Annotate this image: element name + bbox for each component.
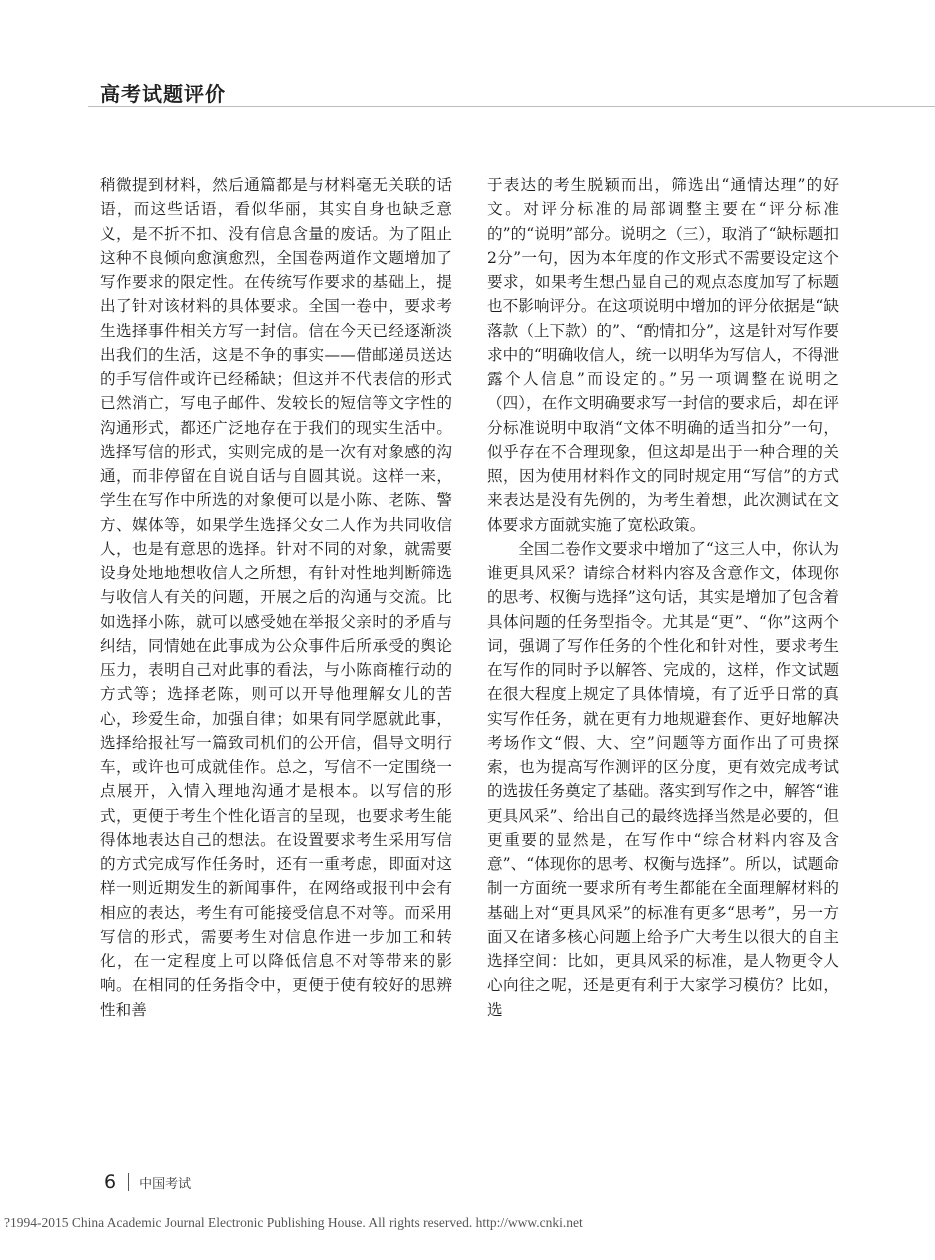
paragraph-right-2: 全国二卷作文要求中增加了“这三人中，你认为谁更具风采？请综合材料内容及含意作文，体现你的思考、权衡与选择”这句话，其实是增加了包含着具体问题的任务型指令。尤其是“更”、“你”这两个词，强调了写作任务的个性化和针对性，要求考生在写作的同时予以解答、完成的，这样，作文试题在很大程度上规定了具体情境，有了近乎日常的真实写作任务，就在更有力地规避套作、更好地解决考场作文“假、大、空”问题等方面作出了可贵探索，也为提高写作测评的区分度，更有效完成考试的选拔任务奠定了基础。落实到写作之中，解答“谁更具风采”、给出自己的最终选择当然是必要的，但更重要的显然是，在写作中“综合材料内容及含意”、“体现你的思考、权衡与选择”。所以，试题命制一方面统一要求所有考生都能在全面理解材料的基础上对“更具风采”的标准有更多“思考”，另一方面又在诸多核心问题上给予广大考生以很大的自主选择空间：比如，更具风采的标准，是人物更令人心向往之呢，还是更有利于大家学习模仿？比如，选 [487,539,839,1019]
journal-name: 中国考试 [139,1176,192,1192]
paragraph-right-1: 于表达的考生脱颖而出，筛选出“通情达理”的好文。对评分标准的局部调整主要在“评分标准的”的“说明”部分。说明之（三），取消了“缺标题扣2分”一句，因为本年度的作文形式不需要设定这个要求，如果考生想凸显自己的观点态度加写了标题也不影响评分。在这项说明中增加的评分依据是“缺落款（上下款）的”、“酌情扣分”，这是针对写作要求中的“明确收信人，统一以明华为写信人，不得泄露个人信息”而设定的。”另一项调整在说明之（四），在作文明确要求写一封信的要求后，却在评分标准说明中取消“文体不明确的适当扣分”一句，似乎存在不合理现象，但这却是出于一种合理的关照，因为使用材料作文的同时规定用“写信”的方式来表达是没有先例的，为考生着想，此次测试在文体要求方面就实施了宽松政策。 [487,176,839,534]
left-column [100,173,452,1022]
paragraph-left-1: 稍微提到材料，然后通篇都是与材料毫无关联的话语，而这些话语，看似华丽，其实自身也缺乏意义，是不折不扣、没有信息含量的废话。为了阻止这种不良倾向愈演愈烈，全国卷两道作文题增加了写作要求的限定性。在传统写作要求的基础上，提出了针对该材料的具体要求。全国一卷中，要求考生选择事件相关方写一封信。信在今天已经逐渐淡出我们的生活，这是不争的事实——借邮递员送达的手写信件或许已经稀缺；但这并不代表信的形式已然消亡，写电子邮件、发较长的短信等文字性的沟通形式，都还广泛地存在于我们的现实生活中。选择写信的形式，实则完成的是一次有对象感的沟通，而非停留在自说自话与自圆其说。这样一来，学生在写作中所选的对象便可以是小陈、老陈、警方、媒体等，如果学生选择父女二人作为共同收信人，也是有意思的选择。针对不同的对象，就需要设身处地地想收信人之所想，有针对性地判断筛选与收信人有关的问题，开展之后的沟通与交流。比如选择小陈，就可以感受她在举报父亲时的矛盾与纠结，同情她在此事成为公众事件后所承受的舆论压力，表明自己对此事的看法，与小陈商榷行动的方式等；选择老陈，则可以开导他理解女儿的苦心，珍爱生命，加强自律；如果有同学愿就此事，选择给报社写一篇致司机们的公开信，倡导文明行车，或许也可成就佳作。总之，写信不一定围绕一点展开，入情入理地沟通才是根本。以写信的形式，更便于考生个性化语言的呈现，也要求考生能得体地表达自己的想法。在设置要求考生采用写信的方式完成写作任务时，还有一重考虑，即面对这样一则近期发生的新闻事件，在网络或报刊中会有相应的表达，考生有可能接受信息不对等。而采用写信的形式，需要考生对信息作进一步加工和转化，在一定程度上可以降低信息不对等带来的影响。在相同的任务指令中，更便于使有较好的思辨性和善 [100,176,452,1019]
footer-divider [128,1173,129,1191]
header-divider [88,106,935,107]
right-column [487,173,839,1022]
page-number: 6 [104,1171,117,1193]
page-footer [104,1171,191,1193]
section-title: 高考试题评价 [100,82,226,106]
copyright-notice: ?1994-2015 China Academic Journal Electronic Publishing House. All rights reserved. http://www.cnki.net [4,1215,583,1230]
